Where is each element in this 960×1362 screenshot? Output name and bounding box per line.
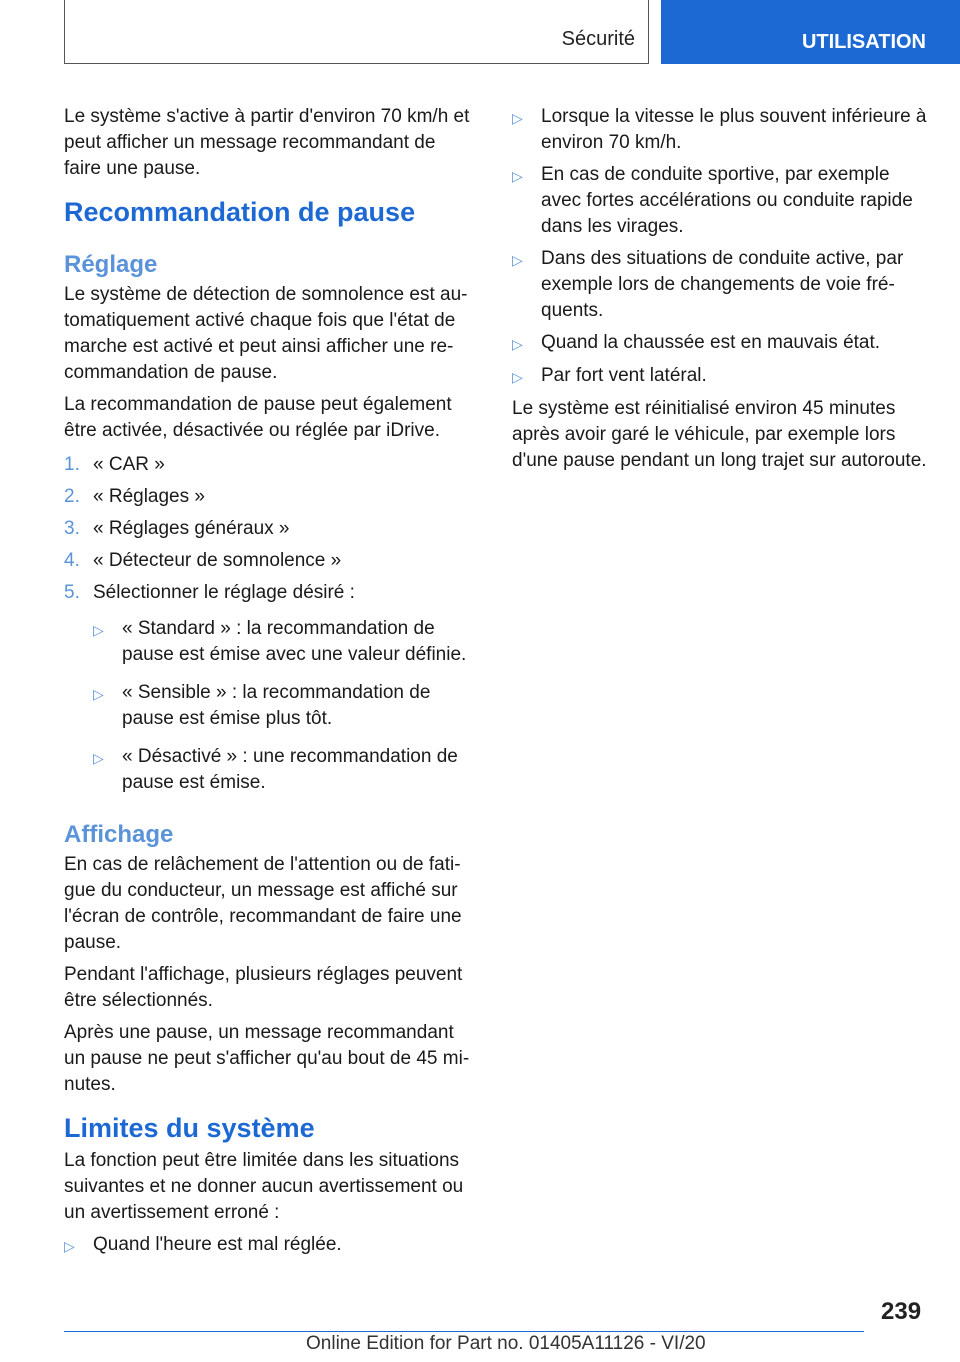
setting-paragraph-1: Le système de détection de somnolence est automatiquement activé chaque fois que l'état de marche est activé et peut ainsi afficher une recommandation de pause. — [64, 284, 468, 383]
limits-text: Quand la chaussée est en mauvais état. — [541, 332, 881, 353]
step-text: « Détecteur de somnolence » — [93, 550, 342, 571]
step-item — [64, 580, 476, 808]
limits-text: En cas de conduite sportive, par exemple avec fortes accélérations ou conduite rapide dans les virages. — [541, 164, 913, 237]
bullet-triangle-icon: ▷ — [64, 1238, 75, 1254]
step-text: Sélectionner le réglage désiré : — [93, 582, 355, 603]
right-column — [512, 104, 932, 480]
limits-item — [512, 104, 932, 156]
display-paragraph-2: Pendant l'affichage, plusieurs réglages peuvent être sélectionnés. — [64, 964, 463, 1011]
option-item — [93, 744, 476, 796]
footer-divider — [64, 1331, 864, 1332]
step-item — [64, 548, 476, 574]
limits-item — [512, 162, 932, 240]
limits-item — [64, 1232, 476, 1259]
limits-text: Par fort vent latéral. — [541, 365, 707, 386]
step-item — [64, 484, 476, 510]
limits-list-continued — [512, 104, 932, 390]
heading-system-limits: Limites du système — [64, 1113, 315, 1143]
display-paragraph-1: En cas de relâchement de l'attention ou de fatigue du conducteur, un message est affiché sur l'écran de contrôle, recommandant de faire une pause. — [64, 854, 462, 953]
limits-list — [64, 1232, 476, 1259]
option-text: « Sensible » : la recommandation de pause est émise plus tôt. — [122, 682, 431, 729]
intro-paragraph: Le système s'active à partir d'environ 70 km/h et peut afficher un message recommandant de faire une pause. — [64, 106, 470, 179]
section-title: Sécurité — [561, 28, 635, 50]
limits-item — [512, 330, 932, 357]
bullet-triangle-icon: ▷ — [93, 622, 104, 638]
bullet-triangle-icon: ▷ — [512, 110, 523, 126]
limits-text: Lorsque la vitesse le plus souvent inférieure à environ 70 km/h. — [541, 106, 927, 153]
step-number: 5. — [64, 582, 80, 603]
heading-setting: Réglage — [64, 251, 158, 278]
setting-options — [93, 616, 476, 796]
bullet-triangle-icon: ▷ — [93, 750, 104, 766]
limits-text: Quand l'heure est mal réglée. — [93, 1234, 342, 1255]
step-item — [64, 452, 476, 478]
bullet-triangle-icon: ▷ — [512, 252, 523, 268]
step-number: 4. — [64, 550, 80, 571]
option-text: « Standard » : la recommandation de pause est émise avec une valeur définie. — [122, 618, 467, 665]
chapter-tab-label: UTILISATION — [801, 31, 926, 53]
setting-paragraph-2: La recommandation de pause peut également être activée, désactivée ou réglée par iDrive. — [64, 394, 452, 441]
bullet-triangle-icon: ▷ — [512, 168, 523, 184]
heading-pause-recommendation: Recommandation de pause — [64, 197, 416, 227]
limits-item — [512, 246, 932, 324]
chapter-tab[interactable] — [661, 0, 960, 64]
step-number: 2. — [64, 486, 80, 507]
option-text: « Désactivé » : une recommandation de pause est émise. — [122, 746, 458, 793]
step-text: « Réglages généraux » — [93, 518, 290, 539]
option-item — [93, 616, 476, 668]
limits-paragraph: La fonction peut être limitée dans les situations suivantes et ne donner aucun avertissement ou un avertissement erroné : — [64, 1150, 464, 1223]
step-number: 1. — [64, 454, 80, 475]
bullet-triangle-icon: ▷ — [512, 336, 523, 352]
display-paragraph-3: Après une pause, un message recommandant un pause ne peut s'afficher qu'au bout de 45 minutes. — [64, 1022, 470, 1095]
step-item — [64, 516, 476, 542]
setting-steps — [64, 452, 476, 808]
step-number: 3. — [64, 518, 80, 539]
step-text: « Réglages » — [93, 486, 205, 507]
limits-text: Dans des situations de conduite active, par exemple lors de changements de voie fréquents. — [541, 248, 904, 321]
reset-paragraph: Le système est réinitialisé environ 45 minutes après avoir garé le véhicule, par exemple lors d'une pause pendant un long trajet sur autoroute. — [512, 398, 927, 471]
page-number: 239 — [881, 1298, 922, 1325]
bullet-triangle-icon: ▷ — [512, 369, 523, 385]
step-text: « CAR » — [93, 454, 165, 475]
edition-footer: Online Edition for Part no. 01405A11126 - VI/20 — [306, 1333, 706, 1354]
heading-display: Affichage — [64, 821, 174, 848]
bullet-triangle-icon: ▷ — [93, 686, 104, 702]
limits-item — [512, 363, 932, 390]
left-column — [64, 104, 476, 1265]
option-item — [93, 680, 476, 732]
